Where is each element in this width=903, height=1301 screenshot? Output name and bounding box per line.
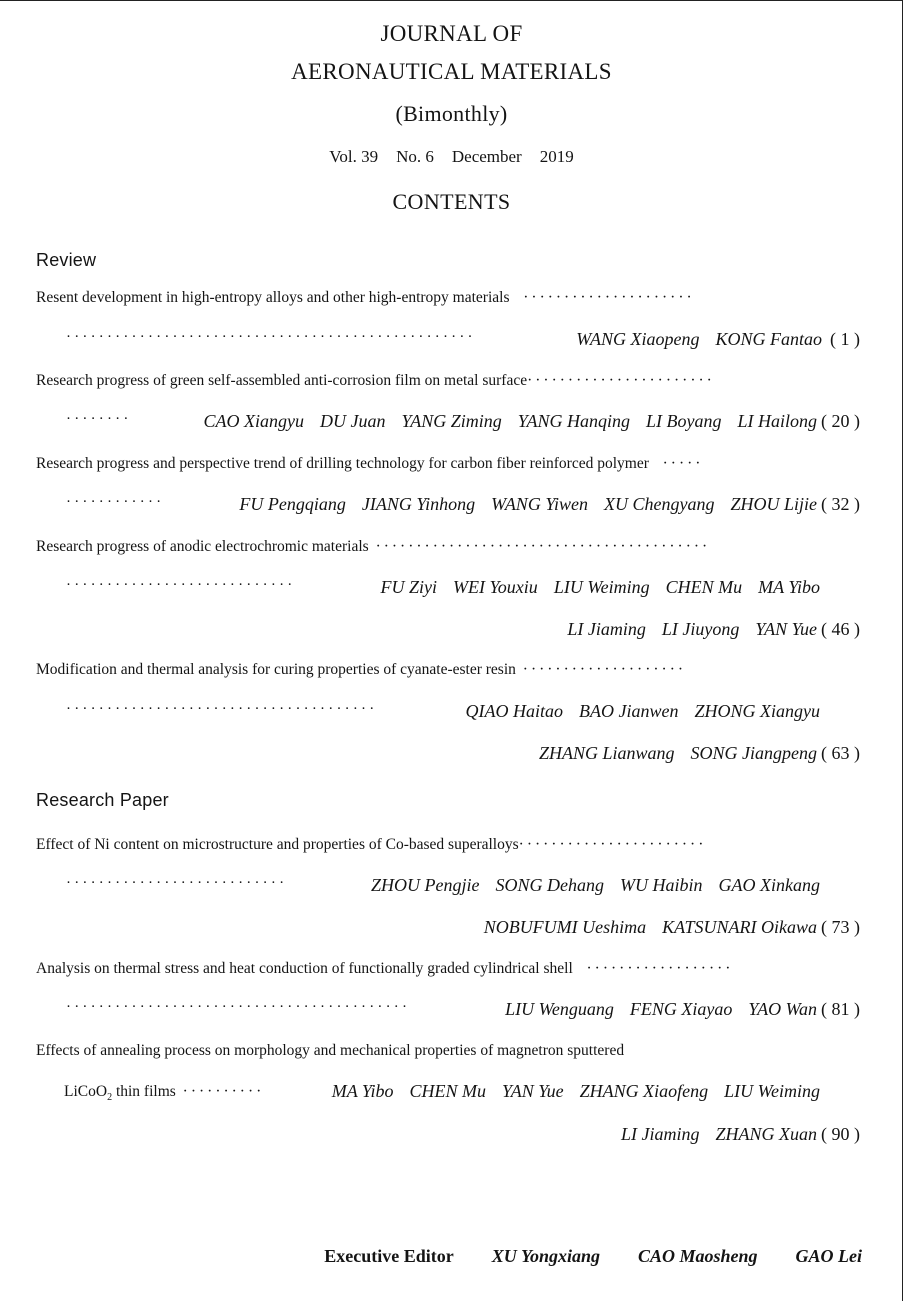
page-number: ( 20 ) [821,411,860,431]
author: MA Yibo [331,1081,394,1101]
article-title[interactable] [36,455,820,473]
author: LI Jiaming [620,1124,700,1144]
editor-name: GAO Lei [795,1246,862,1266]
author: ZHANG Xiaofeng [579,1081,709,1101]
section-heading-research-paper: Research Paper [36,790,169,810]
author: JIANG Yinhong [361,494,476,514]
page-number: ( 1 ) [830,329,860,349]
author-list [197,411,860,432]
author: WEI Youxiu [452,577,538,597]
leader-dots: ······················· [527,372,715,389]
author: FU Pengqiang [239,494,346,514]
author: LI Jiuyong [661,619,740,639]
article-title-text[interactable]: Modification and thermal analysis for curing properties of cyanate-ester resin [36,661,516,678]
article-title-text[interactable]: Analysis on thermal stress and heat conduction of functionally graded cylindrical shell [36,960,573,977]
author-list [374,577,820,598]
article-title[interactable] [36,538,820,556]
article-title[interactable] [36,661,820,679]
author: WANG Yiwen [491,494,588,514]
journal-frequency: (Bimonthly) [395,101,508,126]
author: WANG Xiaopeng [576,329,700,349]
contents-heading: CONTENTS [392,189,511,214]
author: ZHANG Lianwang [538,743,675,763]
leader-dots: ········································· [368,538,711,555]
journal-title-line1: JOURNAL OF [380,21,523,46]
article-title-text[interactable]: Research progress and perspective trend of drilling technology for carbon fiber reinforced polymer [36,455,649,472]
author: XU Chengyang [604,494,715,514]
leader-dots: ··························· [66,875,288,891]
author: SONG Jiangpeng [690,743,817,763]
leader-dots: ·················· [572,960,734,977]
author: LIU Weiming [553,577,650,597]
leader-dots: ······································ [66,701,378,717]
article-authors-line-cont [533,743,860,764]
article-title[interactable] [36,836,820,854]
author: CHEN Mu [665,577,743,597]
article-title[interactable] [36,289,820,307]
formula-base: LiCoO [64,1083,108,1100]
author-list [365,875,820,896]
page-number: ( 46 ) [821,619,860,639]
article-title[interactable] [36,372,820,390]
author: FU Ziyi [380,577,437,597]
author-list [499,999,860,1020]
author: KATSUNARI Oikawa [662,917,817,937]
author: SONG Dehang [495,875,605,895]
leader-dots: ····················· [509,289,695,306]
page-number: ( 32 ) [821,494,860,514]
article-title-text[interactable]: Research progress of anodic electrochromic materials [36,538,369,555]
author: YAN Yue [755,619,817,639]
executive-editor-line [324,1246,862,1267]
leader-dots: ·········································· [66,999,411,1015]
author: YANG Ziming [401,411,502,431]
article-title-text[interactable]: Resent development in high-entropy alloys and other high-entropy materials [36,289,510,306]
author: NOBUFUMI Ueshima [483,917,647,937]
author: DU Juan [319,411,386,431]
article-authors-line-cont [615,1124,860,1145]
leader-dots: ········ [66,411,132,427]
author: LIU Weiming [724,1081,820,1101]
author-list [460,701,820,722]
page-number: ( 63 ) [821,743,860,763]
leader-dots: ···················· [515,661,687,678]
editor-name: CAO Maosheng [637,1246,758,1266]
author: LI Jiaming [567,619,646,639]
article-authors-line-cont [478,917,860,938]
leader-dots: ····· [648,455,704,472]
editor-name: XU Yongxiang [491,1246,600,1266]
author: ZHONG Xiangyu [694,701,820,721]
formula-subscript: 2 [107,1092,113,1104]
issue-month: December [451,147,522,166]
author-list [233,494,860,515]
author-list [570,329,860,350]
author: BAO Jianwen [579,701,679,721]
article-title-text[interactable]: Research progress of green self-assembled anti-corrosion film on metal surface [36,372,528,389]
article-title-text[interactable]: Effect of Ni content on microstructure and properties of Co-based superalloys [36,836,519,853]
author: CAO Xiangyu [203,411,304,431]
executive-editor-label: Executive Editor [324,1246,454,1266]
article-authors-line-cont [561,619,860,640]
author: ZHOU Pengjie [371,875,480,895]
author: MA Yibo [758,577,820,597]
author-list [326,1081,820,1102]
page-number: ( 90 ) [821,1124,860,1144]
article-title[interactable] [36,1042,820,1060]
author: YAO Wan [748,999,817,1019]
volume: Vol. 39 [329,147,379,166]
issue-year: 2019 [539,147,574,166]
article-title-continuation[interactable] [64,1083,264,1103]
leader-dots: ············ [66,494,165,510]
author: YAN Yue [502,1081,564,1101]
author: YANG Hanqing [517,411,630,431]
author: WU Haibin [620,875,703,895]
author: ZHOU Lijie [730,494,817,514]
author: LI Boyang [645,411,722,431]
author: ZHANG Xuan [715,1124,817,1144]
leader-dots: ···························· [66,577,296,593]
author: QIAO Haitao [465,701,564,721]
author: KONG Fantao [715,329,822,349]
author: CHEN Mu [409,1081,487,1101]
leader-dots: ·········· [175,1083,265,1100]
author: LI Hailong [737,411,817,431]
section-heading-review: Review [36,250,97,270]
journal-title-line2: AERONAUTICAL MATERIALS [291,59,612,84]
page-number: ( 73 ) [821,917,860,937]
author: FENG Xiayao [629,999,733,1019]
article-title-text[interactable]: Effects of annealing process on morphology and mechanical properties of magnetron sputtered [36,1042,625,1059]
page-number: ( 81 ) [821,999,860,1019]
author: LIU Wenguang [505,999,614,1019]
issue-number: No. 6 [396,147,434,166]
title-cont-text: thin films [112,1083,176,1100]
author: GAO Xinkang [718,875,820,895]
issue-info [0,147,903,167]
article-title[interactable] [36,960,820,978]
leader-dots: ·················································· [66,329,476,345]
leader-dots: ······················· [518,836,707,853]
